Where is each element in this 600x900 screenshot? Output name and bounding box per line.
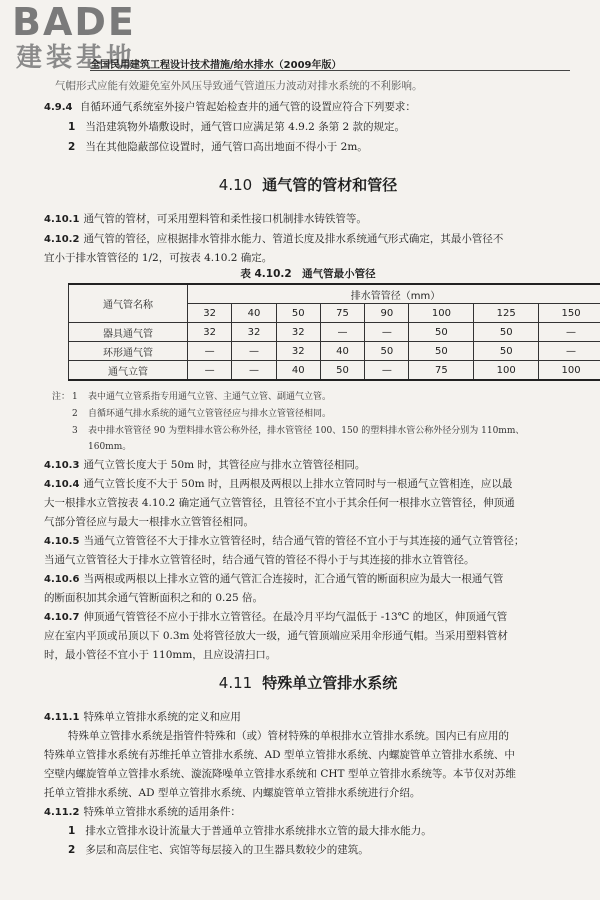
clause-4-10-7 (44, 608, 572, 627)
clause-text-cont: 特殊单立管排水系统有苏维托单立管排水系统、AD 型单立管排水系统、内螺旋管单立管排水系统、中 (44, 749, 515, 761)
list-item (68, 138, 572, 157)
clause-4-9-4 (44, 98, 572, 117)
table-cell: 50 (474, 323, 539, 342)
size-cell: 100 (409, 304, 474, 323)
clause-4-10-2 (44, 230, 572, 249)
list-item (68, 822, 572, 841)
clause-4-10-5 (44, 532, 572, 551)
table-cell: — (539, 342, 600, 361)
table-cell: — (365, 323, 409, 342)
note-text: 自循环通气排水系统的通气立管管径应与排水立管管径相同。 (88, 409, 332, 419)
table-note-3-cont: 160mm。 (88, 442, 132, 452)
list-item (68, 118, 572, 137)
clause-text-cont: 大一根排水立管按表 4.10.2 确定通气立管管径，且管径不宜小于其余任何一根排水立管管径，伸顶通 (44, 497, 515, 509)
note-text: 表中排水管管径 90 为塑料排水管公称外径，排水管管径 100、150 的塑料排水管公称外径分别为 110mm、 (88, 426, 525, 436)
clause-text: 通气管的管材，可采用塑料管和柔性接口机制排水铸铁管等。 (83, 213, 367, 225)
table-cell: — (232, 342, 276, 361)
row-name: 通气立管 (69, 361, 188, 381)
table-cell: — (188, 361, 232, 381)
size-cell: 125 (474, 304, 539, 323)
table-cell: 32 (276, 323, 320, 342)
clause-text-cont: 特殊单立管排水系统是指管件特殊和（或）管材特殊的单根排水立管排水系统。国内已有应用的 (68, 730, 509, 742)
clause-4-11-2 (44, 803, 572, 822)
item-text: 排水立管排水设计流量大于普通单立管排水系统排水立管的最大排水能力。 (85, 825, 432, 837)
clause-number: 4.9.4 (44, 102, 73, 113)
clause-text: 通气立管长度不大于 50m 时，且两根及两根以上排水立管同时与一根通气立管相连，应以最 (83, 478, 513, 490)
clause-number: 4.10.5 (44, 536, 80, 547)
clause-number: 4.10.4 (44, 479, 80, 490)
section-heading-4-10 (44, 174, 572, 195)
item-text: 当沿建筑物外墙敷设时，通气管口应满足第 4.9.2 条第 2 款的规定。 (85, 121, 406, 133)
clause-number: 4.10.6 (44, 574, 80, 585)
table-cell: 50 (474, 342, 539, 361)
clause-text-cont: 宜小于排水管管径的 1/2，可按表 4.10.2 确定。 (44, 252, 273, 264)
clause-text: 通气管的管径，应根据排水管排水能力、管道长度及排水系统通气形式确定，其最小管径不 (83, 233, 504, 245)
table-cell: — (232, 361, 276, 381)
size-cell: 150 (539, 304, 600, 323)
item-number: 1 (68, 825, 76, 837)
table-cell: — (365, 361, 409, 381)
item-text: 当在其他隐蔽部位设置时，通气管口高出地面不得小于 2m。 (85, 141, 368, 153)
header-rule (90, 70, 570, 71)
row-name: 器具通气管 (69, 323, 188, 342)
table-cell: 50 (409, 323, 474, 342)
clause-text: 特殊单立管排水系统的定义和应用 (83, 711, 241, 723)
size-cell: 40 (232, 304, 276, 323)
col-header-name: 通气管名称 (69, 284, 188, 323)
clause-text-cont: 气部分管径应与最大一根排水立管管径相同。 (44, 516, 254, 528)
clause-4-10-6 (44, 570, 572, 589)
section-title: 通气管的管材和管径 (262, 176, 398, 194)
clause-text-cont: 托单立管排水系统、AD 型单立管排水系统、内螺旋管单立管排水系统进行介绍。 (44, 787, 421, 799)
table-cell: — (539, 323, 600, 342)
note-text: 表中通气立管系指专用通气立管、主通气立管、副通气立管。 (88, 392, 332, 402)
table-cell: 100 (474, 361, 539, 381)
item-number: 1 (68, 121, 76, 133)
clause-text-cont: 当通气立管管径大于排水立管管径时，结合通气管的管径不得小于与其连接的排水立管管径。 (44, 554, 475, 566)
size-cell: 90 (365, 304, 409, 323)
clause-4-10-1 (44, 210, 572, 229)
clause-4-10-4 (44, 475, 572, 494)
item-number: 2 (68, 844, 76, 856)
table-note-2 (72, 407, 572, 422)
size-cell: 75 (320, 304, 364, 323)
table-row (69, 342, 600, 361)
watermark-logo: BADE (12, 0, 136, 44)
table-cell: 75 (409, 361, 474, 381)
clause-number: 4.10.7 (44, 612, 80, 623)
table-cell: 40 (276, 361, 320, 381)
table-cell: 40 (320, 342, 364, 361)
clause-4-10-3 (44, 456, 572, 475)
table-cell: 32 (232, 323, 276, 342)
item-text: 多层和高层住宅、宾馆等每层接入的卫生器具数较少的建筑。 (85, 844, 369, 856)
col-group-header: 排水管管径（mm） (188, 284, 600, 304)
size-cell: 50 (276, 304, 320, 323)
clause-text: 特殊单立管排水系统的适用条件： (83, 806, 241, 818)
table-cell: 32 (276, 342, 320, 361)
clause-text: 自循环通气系统室外接户管起始检查井的通气管的设置应符合下列要求： (79, 101, 416, 113)
table-cell: — (188, 342, 232, 361)
section-title: 特殊单立管排水系统 (262, 674, 398, 692)
table-caption: 表 4.10.2 通气管最小管径 (240, 268, 376, 280)
note-number: 2 (72, 409, 78, 419)
table-row (69, 361, 600, 381)
note-number: 3 (72, 426, 78, 436)
table-cell: 50 (365, 342, 409, 361)
list-item (68, 841, 572, 860)
row-name: 环形通气管 (69, 342, 188, 361)
table-cell: — (320, 323, 364, 342)
section-number: 4.11 (218, 674, 253, 692)
table-cell: 50 (409, 342, 474, 361)
clause-number: 4.10.1 (44, 214, 80, 225)
clause-text-cont: 应在室内平顶或吊顶以下 0.3m 处将管径放大一级，通气管顶端应采用伞形通气帽。当采用塑料管材 (44, 630, 508, 642)
section-heading-4-11 (44, 672, 572, 693)
min-diameter-table (68, 283, 600, 381)
section-number: 4.10 (218, 176, 253, 194)
clause-text: 当通气立管管径不大于排水立管管径时，结合通气管的管径不宜小于与其连接的通气立管管径； (83, 535, 525, 547)
continued-text: 气帽形式应能有效避免室外风压导致通气管道压力波动对排水系统的不利影响。 (55, 80, 423, 92)
table-cell: 50 (320, 361, 364, 381)
size-cell: 32 (188, 304, 232, 323)
table-cell: 100 (539, 361, 600, 381)
item-number: 2 (68, 141, 76, 153)
watermark-logo-cn: 建装基地 (16, 43, 137, 73)
clause-number: 4.11.2 (44, 807, 80, 818)
table-note-3 (72, 424, 572, 439)
clause-text: 伸顶通气管管径不应小于排水立管管径。在最冷月平均气温低于 -13℃ 的地区，伸顶通气管 (83, 611, 508, 623)
clause-text: 当两根或两根以上排水立管的通气管汇合连接时，汇合通气管的断面积应为最大一根通气管 (83, 573, 504, 585)
running-title: 全国民用建筑工程设计技术措施/给水排水（2009年版） (90, 60, 342, 71)
note-label: 注： (52, 392, 71, 402)
table-row (69, 323, 600, 342)
table-cell: 32 (188, 323, 232, 342)
table-note-1 (52, 390, 572, 405)
clause-number: 4.10.3 (44, 460, 80, 471)
clause-text-cont: 空壁内螺旋管单立管排水系统、漩流降噪单立管排水系统和 CHT 型单立管排水系统等。本节仅对苏维 (44, 768, 516, 780)
clause-number: 4.10.2 (44, 234, 80, 245)
table-header-row (69, 284, 600, 304)
clause-text-cont: 的断面积加其余通气管断面积之和的 0.25 倍。 (44, 592, 264, 604)
note-number: 1 (72, 392, 78, 402)
clause-text: 通气立管长度大于 50m 时，其管径应与排水立管管径相同。 (83, 459, 366, 471)
clause-number: 4.11.1 (44, 712, 80, 723)
clause-4-11-1 (44, 708, 572, 727)
clause-text-cont: 时，最小管径不宜小于 110mm，且应设清扫口。 (44, 649, 277, 661)
